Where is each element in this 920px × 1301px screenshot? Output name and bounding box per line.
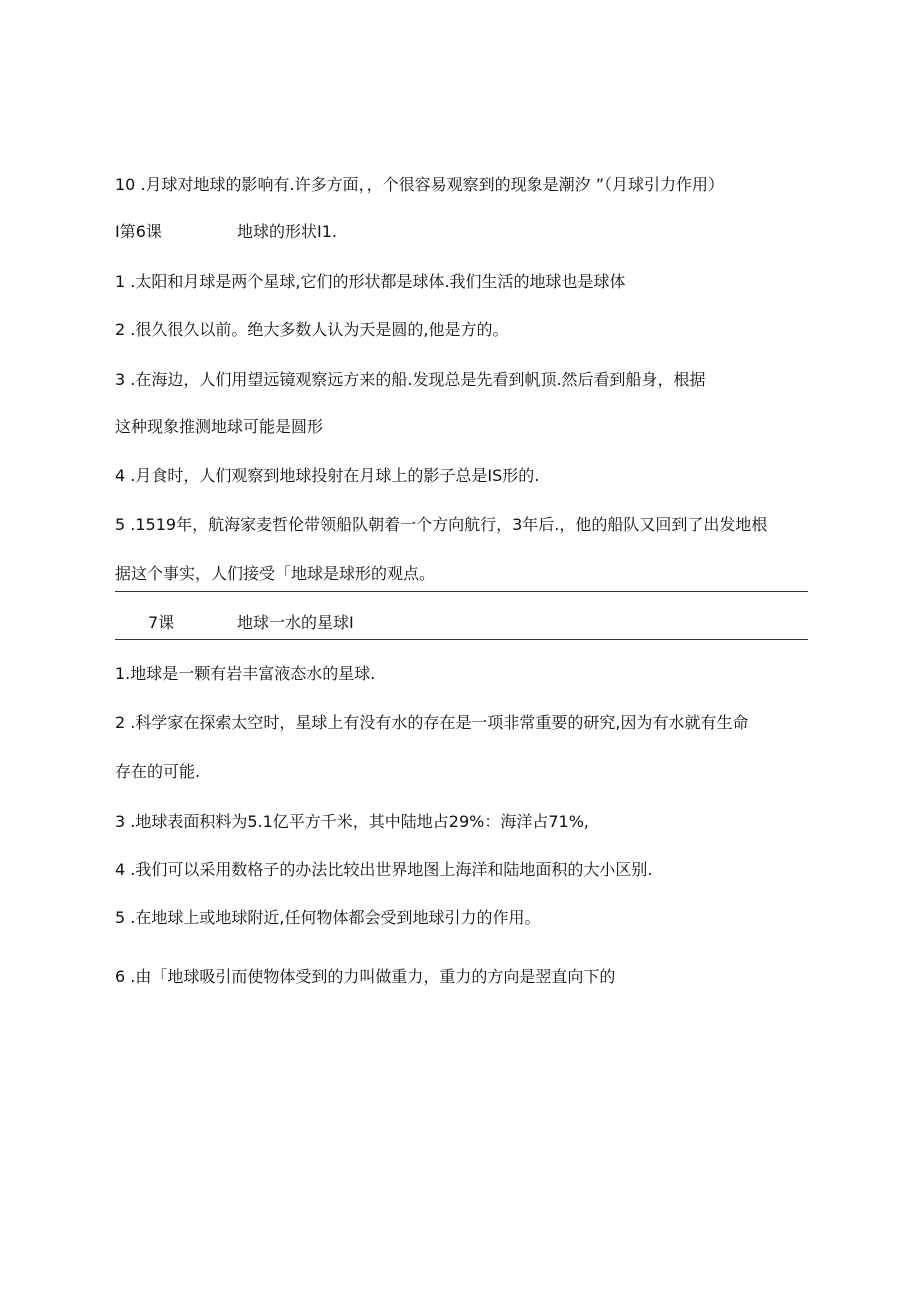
lesson-6-item-2: 2 .很久很久以前。绝大多数人认为天是圆的,他是方的。 — [115, 320, 509, 339]
lesson-6-item-1: 1 .太阳和月球是两个星球,它们的形状都是球体.我们生活的地球也是球体 — [115, 272, 626, 291]
item-10-moon-influence: 10 .月球对地球的影响有.许多方面，，个很容易观察到的现象是潮汐 ”（月球引力作用） — [115, 175, 724, 194]
lesson-7-title: 地球一水的星球I — [237, 613, 354, 632]
lesson-7-item-5: 5 .在地球上或地球附近,任何物体都会受到地球引力的作用。 — [115, 908, 541, 927]
lesson-7-item-2: 2 .科学家在探索太空时，星球上有没有水的存在是一项非常重要的研究,因为有水就有生命 — [115, 713, 749, 732]
lesson-6-item-5-cont: 据这个事实，人们接受「地球是球形的观点。 — [115, 564, 436, 583]
lesson-6-item-3-cont: 这种现象推测地球可能是圆形 — [115, 417, 324, 436]
lesson-7-item-3: 3 .地球表面积料为5.1亿平方千米，其中陆地占29%：海洋占71%, — [115, 812, 590, 831]
lesson-6-title: 地球的形状I1. — [237, 222, 337, 241]
lesson-6-item-3: 3 .在海边，人们用望远镜观察远方来的船.发现总是先看到帆顶.然后看到船身，根据 — [115, 370, 706, 389]
lesson-7-item-4: 4 .我们可以采用数格子的办法比较出世界地图上海洋和陆地面积的大小区别. — [115, 860, 653, 879]
lesson-7-item-1: 1.地球是一颗有岩丰富液态水的星球. — [115, 664, 376, 683]
lesson-6-number: I第6课 — [115, 222, 162, 241]
lesson-6-item-4: 4 .月食时，人们观察到地球投射在月球上的影子总是IS形的. — [115, 466, 540, 485]
lesson-7-item-6: 6 .由「地球吸引而使物体受到的力叫做重力，重力的方向是翌直向下的 — [115, 967, 616, 986]
lesson-7-number: 7课 — [148, 613, 175, 632]
lesson-7-item-2-cont: 存在的可能. — [115, 762, 201, 781]
lesson-6-item-5: 5 .1519年，航海家麦哲伦带领船队朝着一个方向航行，3年后.，他的船队又回到了出发地根 — [115, 515, 768, 534]
divider-bottom — [115, 639, 808, 640]
divider-top — [115, 591, 808, 592]
